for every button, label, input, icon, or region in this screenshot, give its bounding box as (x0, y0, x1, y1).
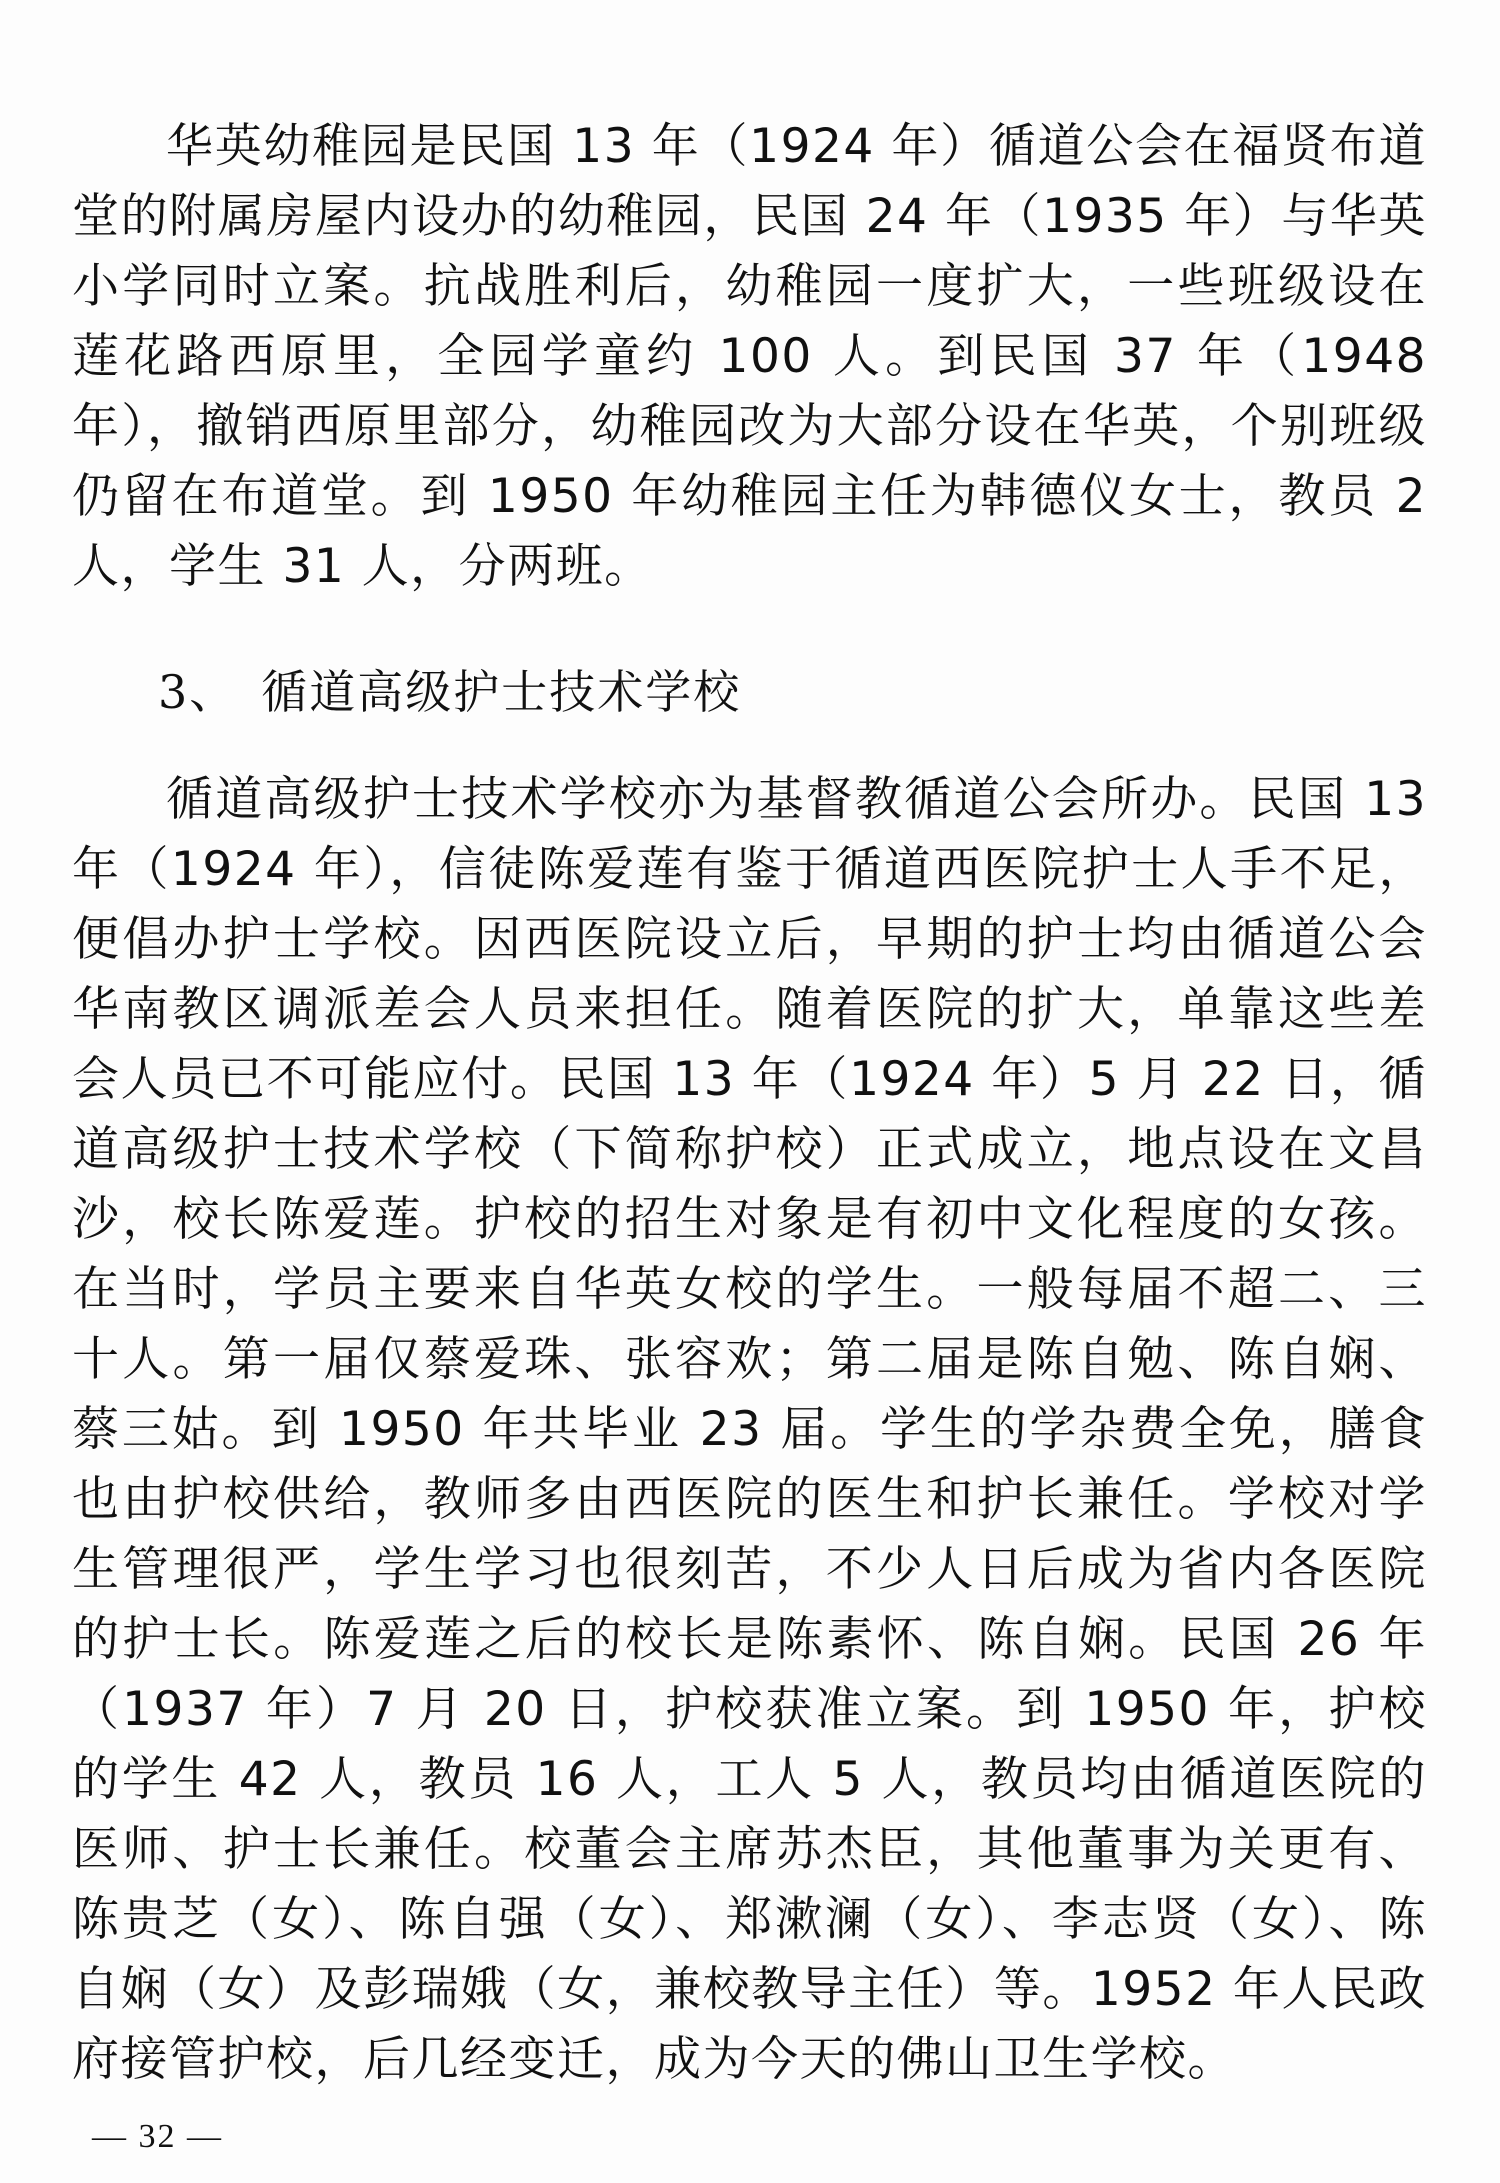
paragraph-nursing-school: 循道高级护士技术学校亦为基督教循道公会所办。民国 13 年（1924 年），信徒陈爱莲有鉴于循道西医院护士人手不足，便倡办护士学校。因西医院设立后，早期的护士均由循道公会华南教区调派差会人员来担任。随着医院的扩大，单靠这些差会人员已不可能应付。民国 13 年（1924 年）5 月 22 日，循道高级护士技术学校（下简称护校）正式成立，地点设在文昌沙，校长陈爱莲。护校的招生对象是有初中文化程度的女孩。在当时，学员主要来自华英女校的学生。一般每届不超二、三十人。第一届仅蔡爱珠、张容欢；第二届是陈自勉、陈自娴、蔡三姑。到 1950 年共毕业 23 届。学生的学杂费全免，膳食也由护校供给，教师多由西医院的医生和护长兼任。学校对学生管理很严，学生学习也很刻苦，不少人日后成为省内各医院的护士长。陈爱莲之后的校长是陈素怀、陈自娴。民国 26 年（1937 年）7 月 20 日，护校获准立案。到 1950 年，护校的学生 42 人，教员 16 人，工人 5 人，教员均由循道医院的医师、护士长兼任。校董会主席苏杰臣，其他董事为关更有、陈贵芝（女）、陈自强（女）、郑漱澜（女）、李志贤（女）、陈自娴（女）及彭瑞娥（女，兼校教导主任）等。1952 年人民政府接管护校，后几经变迁，成为今天的佛山卫生学校。 (72, 772, 1427, 2087)
page-number: — 32 — (92, 2118, 223, 2155)
section-number: 3、 (158, 665, 238, 719)
page-content (72, 112, 1427, 2095)
section-heading (72, 657, 1427, 727)
section-title: 循道高级护士技术学校 (261, 665, 742, 719)
paragraph-kindergarten: 华英幼稚园是民国 13 年（1924 年）循道公会在福贤布道堂的附属房屋内设办的幼稚园，民国 24 年（1935 年）与华英小学同时立案。抗战胜利后，幼稚园一度扩大，一些班级设在莲花路西原里，全园学童约 100 人。到民国 37 年（1948 年），撤销西原里部分，幼稚园改为大部分设在华英，个别班级仍留在布道堂。到 1950 年幼稚园主任为韩德仪女士，教员 2 人，学生 31 人，分两班。 (72, 119, 1427, 594)
